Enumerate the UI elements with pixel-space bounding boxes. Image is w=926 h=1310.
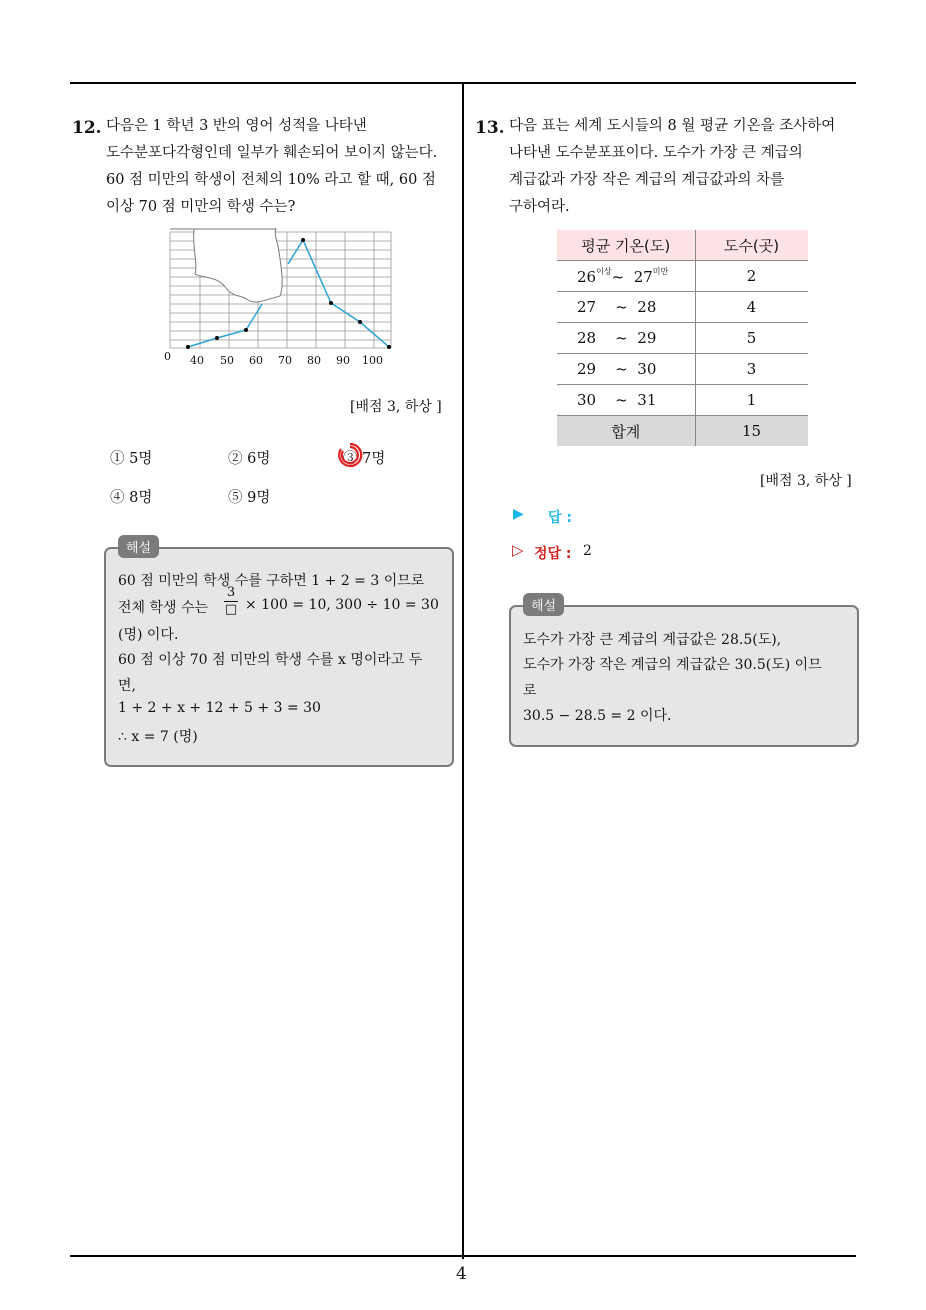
chart-tick-label: 90 xyxy=(336,354,350,367)
q12-explanation-tag: 해설 xyxy=(118,535,159,558)
table-cell-count: 1 xyxy=(695,385,808,416)
table-cell-count: 4 xyxy=(695,292,808,323)
chart-point xyxy=(186,345,190,349)
correct-label: 정답 : xyxy=(534,546,572,562)
explanation-line: × 100 = 10, 300 ÷ 10 = 30 xyxy=(245,597,439,613)
q13-line: 구하여라. xyxy=(509,199,570,215)
chart-tick-label: 50 xyxy=(220,354,234,367)
q12-text xyxy=(106,113,456,221)
table-cell-range: 27 ~ 28 xyxy=(557,292,695,323)
q12-line: 도수분포다각형인데 일부가 훼손되어 보이지 않는다. xyxy=(106,145,438,161)
chart-tick-label: 60 xyxy=(249,354,263,367)
q13-explanation-tag: 해설 xyxy=(523,593,564,616)
chart-point xyxy=(329,301,333,305)
explanation-line: 로 xyxy=(523,683,537,699)
chart-point xyxy=(358,320,362,324)
q12-option-4[interactable]: ④ 8명 xyxy=(110,490,153,506)
answer-arrow-icon: ▶ xyxy=(513,506,524,522)
q12-option-3[interactable]: ③ 7명 xyxy=(343,451,386,467)
table-total-label: 합계 xyxy=(557,416,695,447)
explanation-line: 도수가 가장 작은 계급의 계급값은 30.5(도) 이므 xyxy=(523,657,822,673)
table-header-cell: 평균 기온(도) xyxy=(557,230,695,261)
table-row xyxy=(557,323,808,354)
q13-number: 13. xyxy=(475,118,505,138)
table-cell-range: 30 ~ 31 xyxy=(557,385,695,416)
q12-option-1[interactable]: ① 5명 xyxy=(110,451,153,467)
frequency-table xyxy=(557,230,808,446)
correct-value: 2 xyxy=(583,543,592,559)
table-header-row xyxy=(557,230,808,261)
chart-point xyxy=(301,238,305,242)
explanation-line: (명) 이다. xyxy=(118,627,179,643)
chart-tick-label: 40 xyxy=(190,354,204,367)
q12-line: 다음은 1 학년 3 반의 영어 성적을 나타낸 xyxy=(106,118,367,134)
answer-label: 답 : xyxy=(548,510,572,526)
table-row xyxy=(557,292,808,323)
explanation-line: 1 + 2 + x + 12 + 5 + 3 = 30 xyxy=(118,700,321,716)
explanation-line: 60 점 미만의 학생 수를 구하면 1 + 2 = 3 이므로 xyxy=(118,573,425,589)
q12-line: 이상 70 점 미만의 학생 수는? xyxy=(106,199,296,215)
explanation-line: 면, xyxy=(118,678,136,694)
q13-explanation-box xyxy=(509,605,859,747)
table-row xyxy=(557,385,808,416)
table-row xyxy=(557,261,808,292)
q12-option-5[interactable]: ⑤ 9명 xyxy=(228,490,271,506)
correct-arrow-icon: ▷ xyxy=(512,541,524,559)
chart-series-line xyxy=(188,304,262,347)
q13-line: 나타낸 도수분포표이다. 도수가 가장 큰 계급의 xyxy=(509,145,803,161)
table-cell-range: 28 ~ 29 xyxy=(557,323,695,354)
table-cell-count: 3 xyxy=(695,354,808,385)
table-cell-count: 2 xyxy=(695,261,808,292)
torn-area xyxy=(170,229,282,302)
q13-line: 다음 표는 세계 도시들의 8 월 평균 기온을 조사하여 xyxy=(509,118,836,134)
chart-point xyxy=(387,345,391,349)
explanation-line: ∴ x = 7 (명) xyxy=(118,729,198,745)
table-cell-count: 5 xyxy=(695,323,808,354)
chart-tick-label: 80 xyxy=(307,354,321,367)
q12-line: 60 점 미만의 학생이 전체의 10% 라고 할 때, 60 점 xyxy=(106,172,436,188)
explanation-line: 60 점 이상 70 점 미만의 학생 수를 x 명이라고 두 xyxy=(118,652,423,668)
chart-tick-label: 70 xyxy=(278,354,292,367)
selected-answer-mark-icon xyxy=(336,441,364,469)
chart-point xyxy=(244,328,248,332)
q13-line: 계급값과 가장 작은 계급의 계급값과의 차를 xyxy=(509,172,785,188)
chart-tick-label: 0 xyxy=(164,350,171,363)
table-total-row xyxy=(557,416,808,447)
q12-number: 12. xyxy=(72,118,102,138)
chart-point xyxy=(215,336,219,340)
q13-meta: [배점 3, 하상 ] xyxy=(760,473,852,489)
explanation-line: 전체 학생 수는 xyxy=(118,600,209,616)
column-divider xyxy=(462,82,464,1259)
table-total-value: 15 xyxy=(695,416,808,447)
table-row xyxy=(557,354,808,385)
explanation-line: 도수가 가장 큰 계급의 계급값은 28.5(도), xyxy=(523,632,782,648)
explanation-line: 30.5 − 28.5 = 2 이다. xyxy=(523,708,672,724)
fraction-denominator: □ xyxy=(224,602,238,617)
chart-tick-label: 100 xyxy=(362,354,383,367)
q13-text xyxy=(509,113,859,221)
table-cell-range: $26^{이상}\sim$ $27^{미만}$ xyxy=(557,261,695,292)
table-cell-range: 29 ~ 30 xyxy=(557,354,695,385)
q12-option-2[interactable]: ② 6명 xyxy=(228,451,271,467)
page-number: 4 xyxy=(456,1264,467,1284)
table-header-cell: 도수(곳) xyxy=(695,230,808,261)
fraction-numerator: 3 xyxy=(224,585,238,602)
q12-meta: [배점 3, 하상 ] xyxy=(350,399,442,415)
frequency-polygon-chart xyxy=(162,226,402,370)
fraction xyxy=(224,585,238,618)
